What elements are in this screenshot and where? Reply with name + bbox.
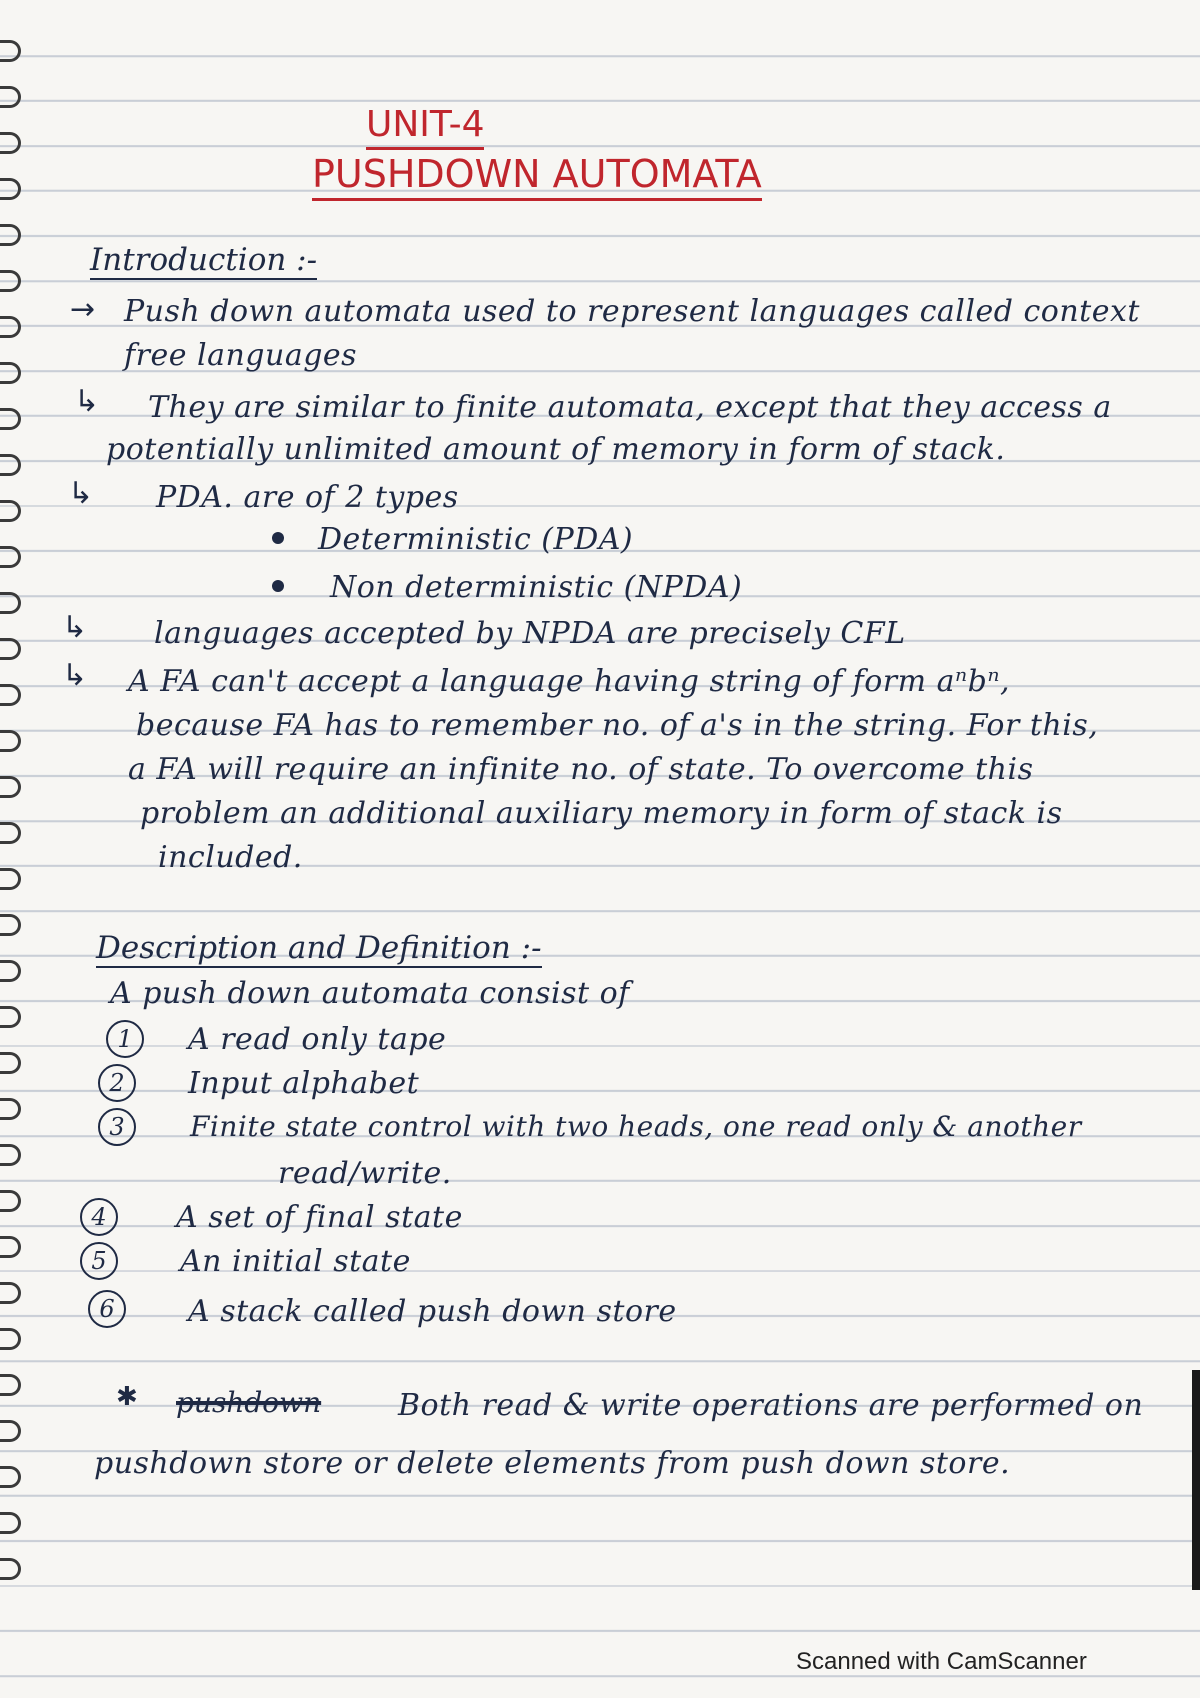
intro-line: Push down automata used to represent languages called context [124,294,1140,329]
intro-line: PDA. are of 2 types [156,480,459,515]
bullet-icon [272,532,284,544]
hook-arrow-icon: ↳ [62,658,88,693]
star-mark-icon: ✱ [116,1382,138,1412]
list-item: A read only tape [188,1022,447,1057]
bullet-icon [272,580,284,592]
item-number: 6 [88,1290,126,1328]
scanner-watermark: Scanned with CamScanner [796,1648,1087,1675]
page-title: PUSHDOWN AUTOMATA [312,152,762,201]
arrow-icon: → [70,292,96,327]
list-item: read/write. [278,1156,452,1191]
list-item: An initial state [180,1244,411,1279]
intro-line: Non deterministic (NPDA) [330,570,743,605]
intro-line: They are similar to finite automata, except that they access a [148,390,1112,425]
description-lead: A push down automata consist of [110,976,630,1011]
item-number: 5 [80,1242,118,1280]
hook-arrow-icon: ↳ [62,610,88,645]
intro-line: free languages [124,338,358,373]
description-heading: Description and Definition :- [96,930,542,966]
list-item: Finite state control with two heads, one read only & another [190,1110,1082,1143]
item-number: 4 [80,1198,118,1236]
page-edge-shadow [1192,1370,1200,1590]
item-number: 2 [98,1064,136,1102]
intro-line: a FA will require an infinite no. of state. To overcome this [128,752,1034,787]
intro-line: included. [158,840,303,875]
intro-line: languages accepted by NPDA are precisely CFL [154,616,906,651]
intro-line: potentially unlimited amount of memory in form of stack. [106,432,1006,467]
intro-heading: Introduction :- [90,242,318,278]
item-number: 1 [106,1020,144,1058]
closing-line: pushdown store or delete elements from push down store. [94,1446,1011,1481]
crossed-out-word: pushdown [176,1386,322,1419]
closing-line: Both read & write operations are performed on [398,1388,1144,1423]
intro-line: A FA can't accept a language having string of form aⁿbⁿ, [128,664,1011,699]
hook-arrow-icon: ↳ [68,476,94,511]
intro-line: problem an additional auxiliary memory in form of stack is [140,796,1063,831]
spiral-binding [0,40,22,1600]
list-item: A stack called push down store [188,1294,677,1329]
list-item: A set of final state [176,1200,463,1235]
list-item: Input alphabet [188,1066,420,1101]
intro-line: Deterministic (PDA) [318,522,634,557]
hook-arrow-icon: ↳ [74,384,100,419]
unit-title: UNIT-4 [366,104,484,150]
intro-line: because FA has to remember no. of a's in the string. For this, [136,708,1099,743]
item-number: 3 [98,1108,136,1146]
